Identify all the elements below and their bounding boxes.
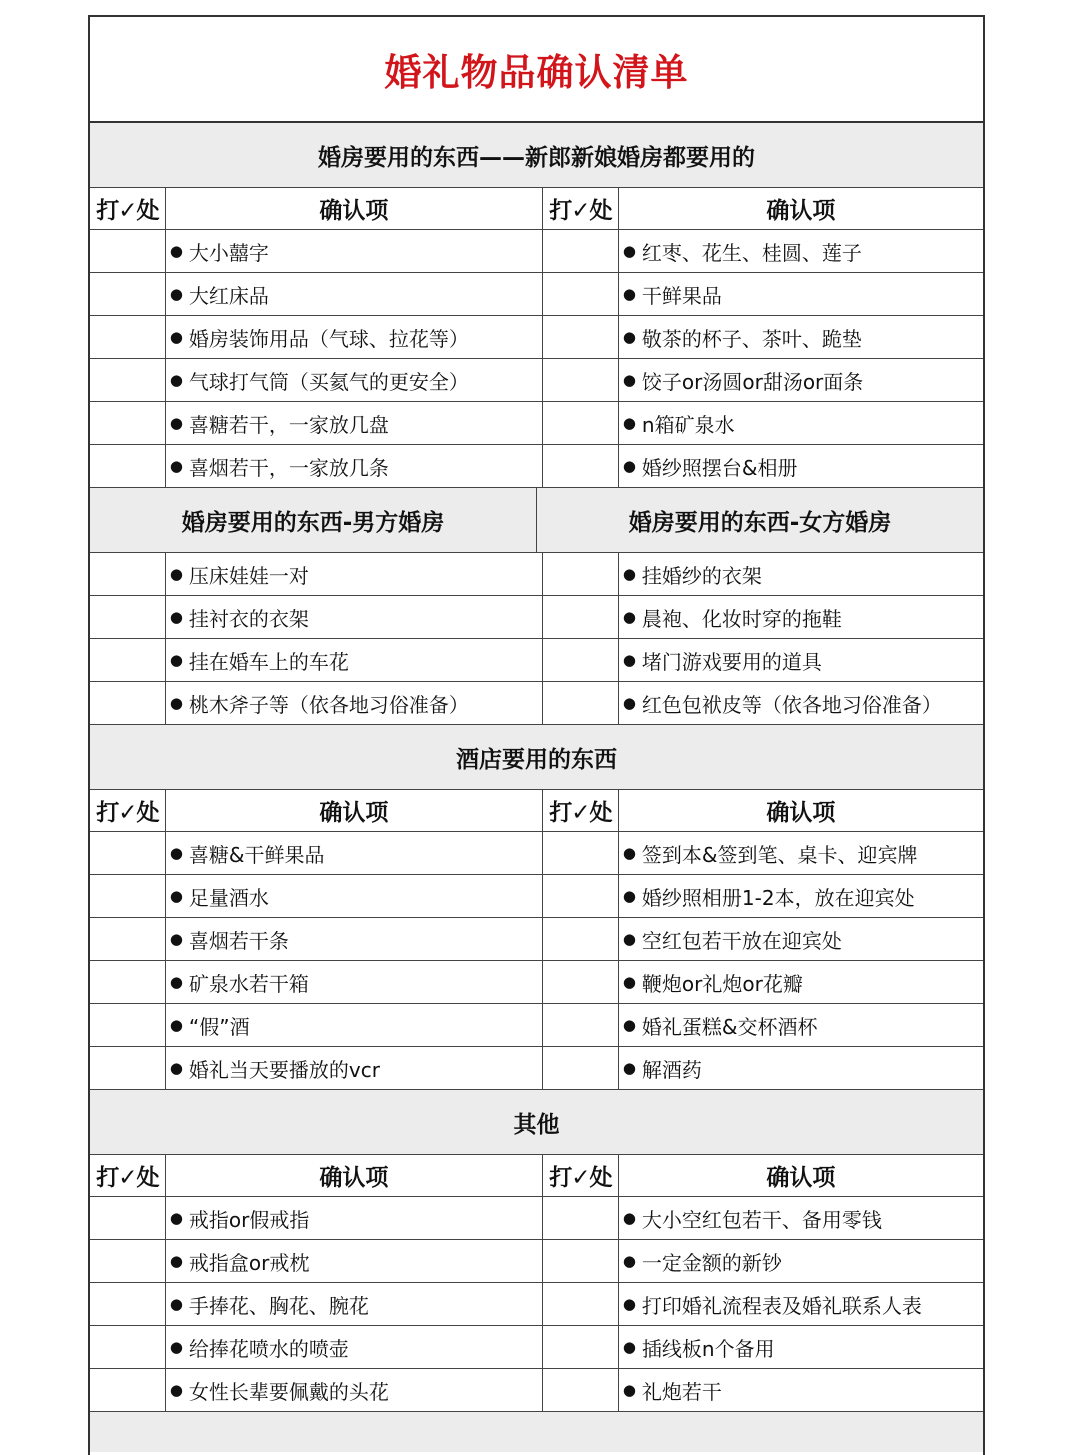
rows-other xyxy=(90,1197,983,1412)
item-column-header: 确认项 xyxy=(166,1155,543,1196)
bullet-icon: ● xyxy=(169,844,183,862)
item-cell xyxy=(166,961,543,1003)
checklist-row xyxy=(90,316,983,359)
checklist-row xyxy=(90,273,983,316)
check-cell[interactable] xyxy=(90,918,166,960)
bullet-icon: ● xyxy=(169,1381,183,1399)
item-text: 挂婚纱的衣架 xyxy=(641,563,762,588)
item-text: 足量酒水 xyxy=(188,885,269,910)
item-cell xyxy=(166,273,543,315)
section-header-other: 其他 xyxy=(90,1090,983,1155)
item-text: 大红床品 xyxy=(188,283,269,308)
bullet-icon: ● xyxy=(169,414,183,432)
item-cell xyxy=(166,1283,543,1325)
check-cell[interactable] xyxy=(90,1004,166,1046)
item-cell xyxy=(166,1047,543,1089)
item-cell xyxy=(619,1047,983,1089)
section-header-common: 婚房要用的东西——新郎新娘婚房都要用的 xyxy=(90,123,983,188)
check-column-header: 打✓处 xyxy=(90,1155,166,1196)
item-text: 饺子or汤圆or甜汤or面条 xyxy=(641,369,864,394)
item-cell xyxy=(619,230,983,272)
check-cell[interactable] xyxy=(543,359,619,401)
item-text: 解酒药 xyxy=(641,1057,702,1082)
item-text: 矿泉水若干箱 xyxy=(188,971,309,996)
item-cell xyxy=(619,359,983,401)
bullet-icon: ● xyxy=(169,608,183,626)
item-cell xyxy=(166,553,543,595)
item-cell xyxy=(619,596,983,638)
checklist-sheet xyxy=(88,15,985,1455)
check-column-header: 打✓处 xyxy=(543,790,619,831)
checklist-row xyxy=(90,445,983,488)
bullet-icon: ● xyxy=(169,1016,183,1034)
item-text: 喜烟若干条 xyxy=(188,928,289,953)
item-cell xyxy=(166,918,543,960)
item-cell xyxy=(166,832,543,874)
item-cell xyxy=(619,875,983,917)
item-cell xyxy=(166,1004,543,1046)
bullet-icon: ● xyxy=(622,608,636,626)
column-header-row xyxy=(90,790,983,832)
item-text: 挂衬衣的衣架 xyxy=(188,606,309,631)
item-text: 戒指盒or戒枕 xyxy=(188,1250,310,1275)
item-text: 喜烟若干，一家放几条 xyxy=(188,455,389,480)
bullet-icon: ● xyxy=(169,1295,183,1313)
column-header-row xyxy=(90,1155,983,1197)
check-cell[interactable] xyxy=(90,961,166,1003)
item-cell xyxy=(166,1240,543,1282)
bullet-icon: ● xyxy=(622,1381,636,1399)
rows-hotel xyxy=(90,832,983,1090)
bullet-icon: ● xyxy=(622,1059,636,1077)
item-cell xyxy=(619,682,983,724)
item-cell xyxy=(166,682,543,724)
check-cell[interactable] xyxy=(543,639,619,681)
check-cell[interactable] xyxy=(90,445,166,487)
check-cell[interactable] xyxy=(90,359,166,401)
item-cell xyxy=(166,402,543,444)
item-text: “假”酒 xyxy=(188,1014,250,1039)
check-cell[interactable] xyxy=(543,875,619,917)
item-text: 婚礼蛋糕&交杯酒杯 xyxy=(641,1014,818,1039)
bullet-icon: ● xyxy=(622,1016,636,1034)
check-cell[interactable] xyxy=(90,596,166,638)
next-section-band xyxy=(90,1412,983,1452)
item-cell xyxy=(619,402,983,444)
item-text: 堵门游戏要用的道具 xyxy=(641,649,822,674)
check-cell[interactable] xyxy=(543,918,619,960)
item-text: 礼炮若干 xyxy=(641,1379,722,1404)
item-text: 婚房装饰用品（气球、拉花等） xyxy=(188,326,469,351)
check-cell[interactable] xyxy=(543,1047,619,1089)
check-cell[interactable] xyxy=(543,832,619,874)
bullet-icon: ● xyxy=(622,973,636,991)
bullet-icon: ● xyxy=(622,844,636,862)
check-cell[interactable] xyxy=(543,961,619,1003)
item-text: 鞭炮or礼炮or花瓣 xyxy=(641,971,803,996)
item-text: 喜糖&干鲜果品 xyxy=(188,842,325,867)
bullet-icon: ● xyxy=(169,930,183,948)
title-row xyxy=(90,17,983,123)
checklist-row xyxy=(90,961,983,1004)
bullet-icon: ● xyxy=(169,1059,183,1077)
checklist-row xyxy=(90,402,983,445)
item-column-header: 确认项 xyxy=(166,790,543,831)
bullet-icon: ● xyxy=(622,651,636,669)
bullet-icon: ● xyxy=(622,1338,636,1356)
item-cell xyxy=(619,1240,983,1282)
check-cell[interactable] xyxy=(90,832,166,874)
item-text: 婚礼当天要播放的vcr xyxy=(188,1057,380,1082)
item-cell xyxy=(166,359,543,401)
check-cell[interactable] xyxy=(90,316,166,358)
section-header-groom-room: 婚房要用的东西-男方婚房 xyxy=(90,488,537,552)
item-text: 一定金额的新钞 xyxy=(641,1250,782,1275)
section-header-hotel: 酒店要用的东西 xyxy=(90,725,983,790)
bullet-icon: ● xyxy=(622,371,636,389)
check-column-header: 打✓处 xyxy=(543,188,619,229)
check-column-header: 打✓处 xyxy=(543,1155,619,1196)
item-text: 气球打气筒（买氦气的更安全） xyxy=(188,369,469,394)
bullet-icon: ● xyxy=(169,242,183,260)
section-header-bride-room: 婚房要用的东西-女方婚房 xyxy=(628,509,892,536)
item-column-header: 确认项 xyxy=(766,198,836,224)
item-cell xyxy=(166,596,543,638)
check-cell[interactable] xyxy=(90,230,166,272)
bullet-icon: ● xyxy=(169,457,183,475)
bullet-icon: ● xyxy=(169,328,183,346)
checklist-row xyxy=(90,918,983,961)
bullet-icon: ● xyxy=(169,1338,183,1356)
check-cell[interactable] xyxy=(90,1047,166,1089)
check-cell[interactable] xyxy=(543,230,619,272)
check-cell[interactable] xyxy=(543,1369,619,1411)
check-cell[interactable] xyxy=(543,273,619,315)
item-text: 桃木斧子等（依各地习俗准备） xyxy=(188,692,469,717)
check-cell[interactable] xyxy=(90,402,166,444)
item-text: 红枣、花生、桂圆、莲子 xyxy=(641,240,862,265)
checklist-row xyxy=(90,1240,983,1283)
check-cell[interactable] xyxy=(90,273,166,315)
item-cell xyxy=(619,273,983,315)
check-cell[interactable] xyxy=(543,1283,619,1325)
item-text: 空红包若干放在迎宾处 xyxy=(641,928,842,953)
checklist-row xyxy=(90,359,983,402)
check-cell[interactable] xyxy=(543,1197,619,1239)
checklist-row xyxy=(90,1047,983,1090)
page-title: 婚礼物品确认清单 xyxy=(384,51,689,94)
check-cell[interactable] xyxy=(543,445,619,487)
item-column-header: 确认项 xyxy=(766,1165,836,1191)
item-text: 打印婚礼流程表及婚礼联系人表 xyxy=(641,1293,922,1318)
bullet-icon: ● xyxy=(622,930,636,948)
item-cell xyxy=(619,1197,983,1239)
item-cell xyxy=(166,639,543,681)
bullet-icon: ● xyxy=(169,651,183,669)
section-header-split xyxy=(90,488,983,553)
item-cell xyxy=(166,875,543,917)
column-header-row xyxy=(90,188,983,230)
checklist-row xyxy=(90,1326,983,1369)
checklist-row xyxy=(90,596,983,639)
item-text: 插线板n个备用 xyxy=(641,1336,775,1361)
bullet-icon: ● xyxy=(169,694,183,712)
item-cell xyxy=(166,445,543,487)
checklist-row xyxy=(90,553,983,596)
check-cell[interactable] xyxy=(543,1240,619,1282)
bullet-icon: ● xyxy=(622,1252,636,1270)
item-text: 晨袍、化妆时穿的拖鞋 xyxy=(641,606,842,631)
bullet-icon: ● xyxy=(622,414,636,432)
check-cell[interactable] xyxy=(543,1004,619,1046)
item-cell xyxy=(619,639,983,681)
item-text: 大小囍字 xyxy=(188,240,269,265)
item-cell xyxy=(619,1369,983,1411)
item-cell xyxy=(619,553,983,595)
item-text: 挂在婚车上的车花 xyxy=(188,649,349,674)
check-cell[interactable] xyxy=(90,1240,166,1282)
item-cell xyxy=(619,832,983,874)
item-cell xyxy=(619,316,983,358)
check-cell[interactable] xyxy=(543,316,619,358)
item-text: n箱矿泉水 xyxy=(641,412,735,437)
item-cell xyxy=(166,1197,543,1239)
item-cell xyxy=(619,1326,983,1368)
bullet-icon: ● xyxy=(622,1209,636,1227)
checklist-row xyxy=(90,682,983,725)
bullet-icon: ● xyxy=(169,1209,183,1227)
check-cell[interactable] xyxy=(543,596,619,638)
item-text: 红色包袱皮等（依各地习俗准备） xyxy=(641,692,942,717)
item-text: 大小空红包若干、备用零钱 xyxy=(641,1207,882,1232)
item-text: 给捧花喷水的喷壶 xyxy=(188,1336,349,1361)
check-cell[interactable] xyxy=(90,1283,166,1325)
bullet-icon: ● xyxy=(169,285,183,303)
item-text: 女性长辈要佩戴的头花 xyxy=(188,1379,389,1404)
check-column-header: 打✓处 xyxy=(90,188,166,229)
bullet-icon: ● xyxy=(622,285,636,303)
item-column-header: 确认项 xyxy=(166,188,543,229)
item-text: 婚纱照摆台&相册 xyxy=(641,455,798,480)
item-text: 干鲜果品 xyxy=(641,283,722,308)
bullet-icon: ● xyxy=(622,457,636,475)
bullet-icon: ● xyxy=(622,328,636,346)
item-cell xyxy=(166,316,543,358)
item-text: 压床娃娃一对 xyxy=(188,563,309,588)
item-text: 手捧花、胸花、腕花 xyxy=(188,1293,369,1318)
bullet-icon: ● xyxy=(622,694,636,712)
checklist-row xyxy=(90,1369,983,1412)
check-cell[interactable] xyxy=(90,875,166,917)
check-cell[interactable] xyxy=(543,402,619,444)
rows-common xyxy=(90,230,983,488)
bullet-icon: ● xyxy=(169,973,183,991)
item-cell xyxy=(619,961,983,1003)
checklist-row xyxy=(90,639,983,682)
item-cell xyxy=(166,230,543,272)
item-cell xyxy=(166,1326,543,1368)
bullet-icon: ● xyxy=(169,887,183,905)
bullet-icon: ● xyxy=(169,1252,183,1270)
check-cell[interactable] xyxy=(543,1326,619,1368)
checklist-row xyxy=(90,230,983,273)
check-cell[interactable] xyxy=(90,553,166,595)
bullet-icon: ● xyxy=(622,1295,636,1313)
bullet-icon: ● xyxy=(622,887,636,905)
item-text: 签到本&签到笔、桌卡、迎宾牌 xyxy=(641,842,918,867)
item-column-header: 确认项 xyxy=(766,800,836,826)
checklist-row xyxy=(90,1283,983,1326)
item-text: 戒指or假戒指 xyxy=(188,1207,310,1232)
check-cell[interactable] xyxy=(90,1326,166,1368)
checklist-row xyxy=(90,1197,983,1240)
check-cell[interactable] xyxy=(543,553,619,595)
checklist-row xyxy=(90,832,983,875)
bullet-icon: ● xyxy=(622,565,636,583)
item-cell xyxy=(166,1369,543,1411)
check-cell[interactable] xyxy=(90,1197,166,1239)
bullet-icon: ● xyxy=(169,565,183,583)
check-column-header: 打✓处 xyxy=(90,790,166,831)
item-text: 喜糖若干，一家放几盘 xyxy=(188,412,389,437)
check-cell[interactable] xyxy=(90,1369,166,1411)
item-cell xyxy=(619,1004,983,1046)
item-cell xyxy=(619,1283,983,1325)
check-cell[interactable] xyxy=(90,639,166,681)
bullet-icon: ● xyxy=(169,371,183,389)
check-cell[interactable] xyxy=(543,682,619,724)
check-cell[interactable] xyxy=(90,682,166,724)
item-text: 敬茶的杯子、茶叶、跪垫 xyxy=(641,326,862,351)
bullet-icon: ● xyxy=(622,242,636,260)
checklist-row xyxy=(90,1004,983,1047)
rows-split xyxy=(90,553,983,725)
checklist-row xyxy=(90,875,983,918)
item-cell xyxy=(619,918,983,960)
item-cell xyxy=(619,445,983,487)
item-text: 婚纱照相册1-2本，放在迎宾处 xyxy=(641,885,915,910)
